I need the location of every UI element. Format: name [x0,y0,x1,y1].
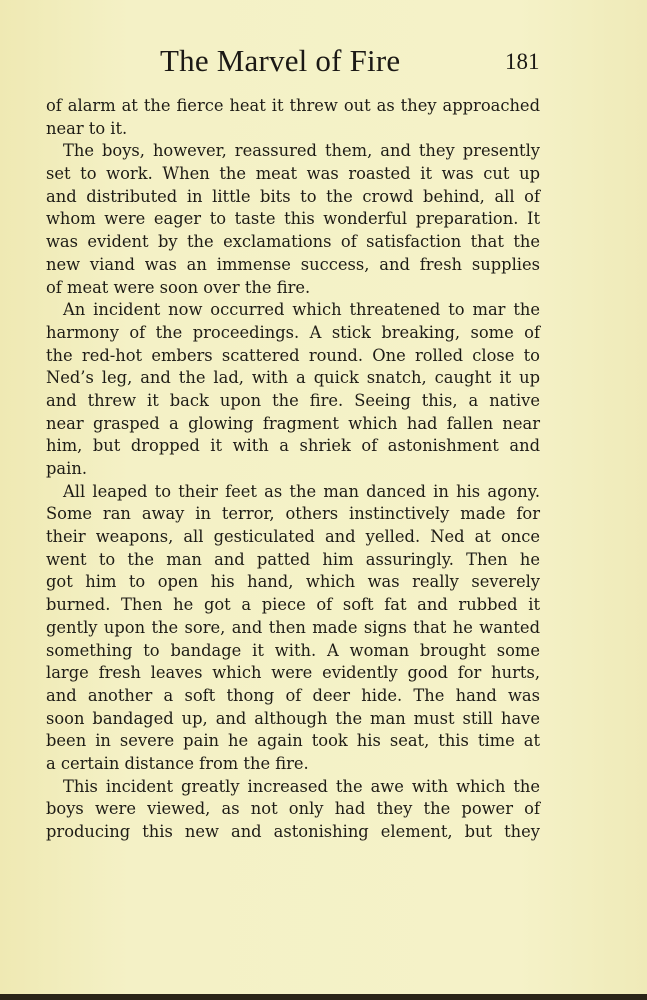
page-header [0,43,647,83]
text-line: went to the man and patted him assuringly. Then he [46,549,540,569]
text-line: harmony of the proceedings. A stick breaking, some of [46,322,540,342]
text-line: burned. Then he got a piece of soft fat and rubbed it [46,595,540,615]
text-line: and distributed in little bits to the crowd behind, all of [46,186,540,206]
text-line: was evident by the exclamations of satisfaction that the [46,232,540,252]
text-line: a certain distance from the fire. [46,753,309,773]
text-line: and threw it back upon the fire. Seeing this, a native [46,390,540,410]
text-line: of meat were soon over the fire. [46,277,311,297]
text-line: their weapons, all gesticulated and yelled. Ned at once [46,527,540,547]
text-line: near grasped a glowing fragment which had fallen near [46,413,540,433]
text-line: of alarm at the fierce heat it threw out as they approached [46,96,540,115]
text-line: pain. [46,459,87,478]
text-line: gently upon the sore, and then made signs that he wanted [46,617,540,637]
running-title: The Marvel of Fire [160,43,401,78]
paragraph-start-line: An incident now occurred which threatened to mar the [63,300,540,320]
page-number: 181 [505,49,540,74]
text-line: got him to open his hand, which was really severely [46,572,540,592]
text-line: large fresh leaves which were evidently good for hurts, [46,663,540,683]
text-line: new viand was an immense success, and fresh supplies [46,254,540,274]
text-line: been in severe pain he again took his seat, this time at [46,731,540,751]
text-line: Ned’s leg, and the lad, with a quick snatch, caught it up [46,368,540,388]
text-line: whom were eager to taste this wonderful preparation. It [46,209,540,229]
paragraph-start-line: All leaped to their feet as the man danced in his agony. [63,481,540,501]
body-text [46,95,540,844]
text-line: something to bandage it with. A woman brought some [46,640,540,660]
text-line: boys were viewed, as not only had they the power of [46,799,540,819]
paragraph-start-line: The boys, however, reassured them, and they presently [63,141,540,161]
text-line: the red-hot embers scattered round. One rolled close to [46,345,540,365]
text-line: soon bandaged up, and although the man must still have [46,708,540,728]
text-line: producing this new and astonishing element, but they [46,822,540,841]
scan-bottom-edge [0,994,647,1000]
text-line: and another a soft thong of deer hide. The hand was [46,685,540,705]
text-line: near to it. [46,118,128,138]
text-line: him, but dropped it with a shriek of astonishment and [46,436,540,456]
text-line: set to work. When the meat was roasted it was cut up [46,164,540,184]
text-line: Some ran away in terror, others instinctively made for [46,504,540,524]
paragraph-start-line: This incident greatly increased the awe with which the [63,776,540,796]
